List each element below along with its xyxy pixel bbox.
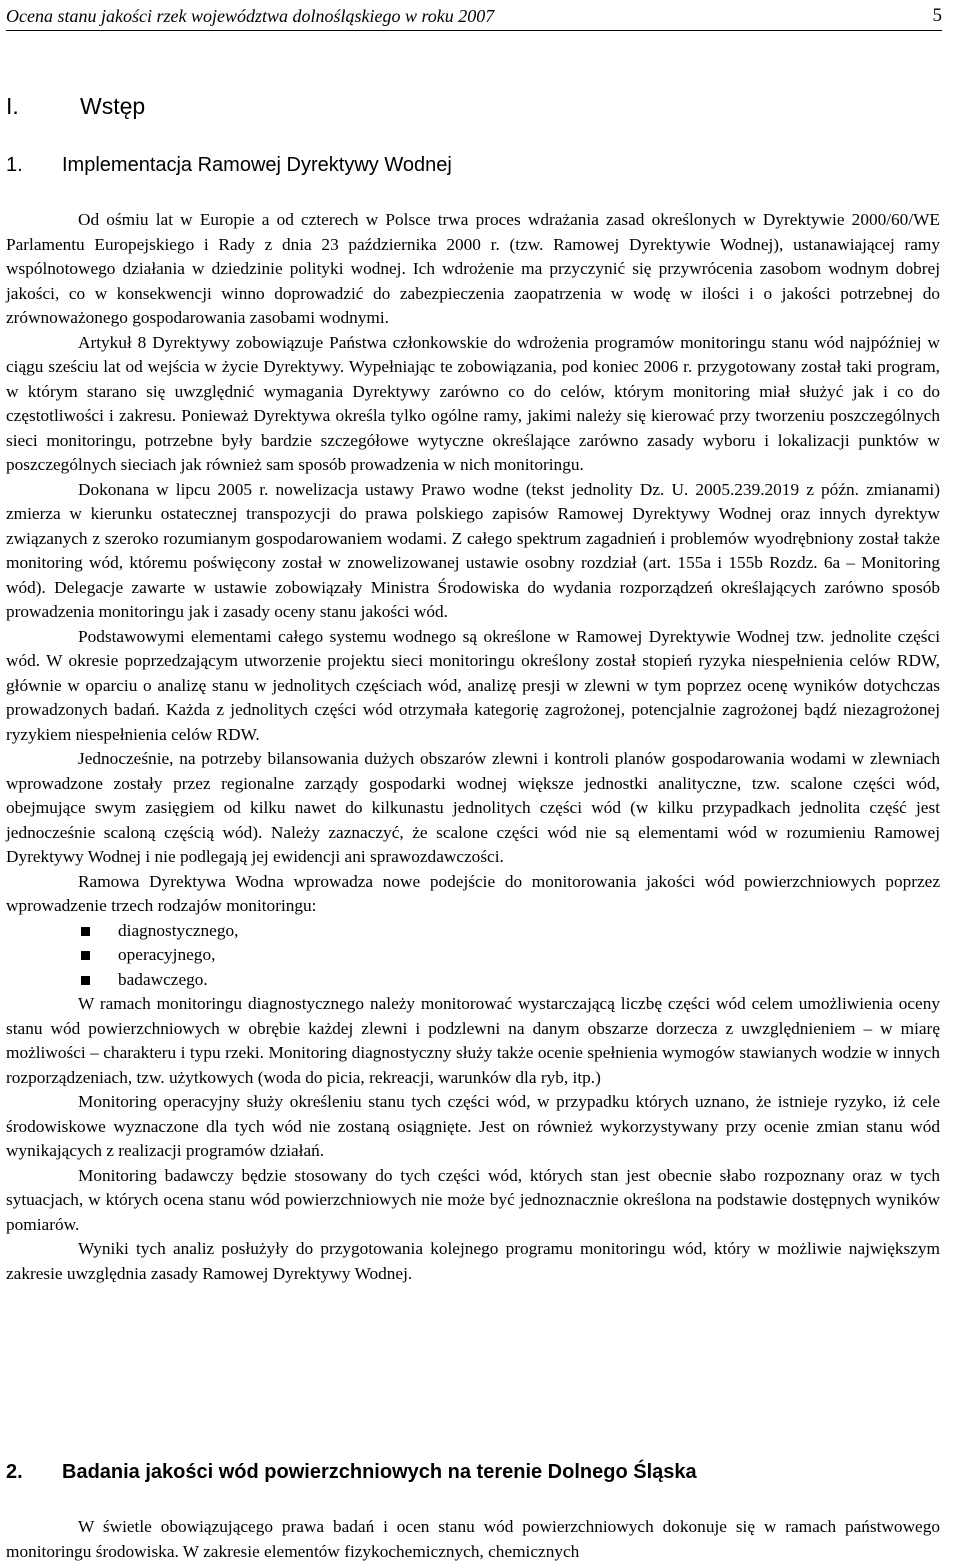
list-item	[6, 968, 940, 993]
section-title: Badania jakości wód powierzchniowych na terenie Dolnego Śląska	[62, 1461, 697, 1483]
paragraph: Ramowa Dyrektywa Wodna wprowadza nowe podejście do monitorowania jakości wód powierzchniowych poprzez wprowadzenie trzech rodzajów monitoringu:	[6, 871, 940, 915]
square-bullet-icon	[81, 951, 90, 960]
paragraph: Podstawowymi elementami całego systemu wodnego są określone w Ramowej Dyrektywie Wodnej tzw. jednolite części wód. W okresie poprzedzającym utworzenie projektu sieci monitoringu określony został stopień ryzyka niespełnienia celów RDW, głównie w oparciu o analizę stanu w jednolitych częściach wód, analizę presji w zlewni w tym poprzez ocenę wyników dotychczas prowadzonych badań. Każda z jednolitych części wód otrzymała kategorię zagrożonej, potencjalnie zagrożonej bądź niezagrożonej ryzykiem niespełnienia celów RDW.	[6, 626, 940, 744]
paragraph: Artykuł 8 Dyrektywy zobowiązuje Państwa członkowskie do wdrożenia programów monitoringu stanu wód najpóźniej w ciągu sześciu lat od wejścia w życie Dyrektywy. Wypełniając te zobowiązania, pod koniec 2006 r. przygotowany został taki program, w którym starano się uwzględnić wymagania Dyrektywy zarówno co do celów, którym monitoring miał służyć jak i co do częstotliwości i zakresu. Ponieważ Dyrektywa określa tylko ogólne ramy, jakimi należy się kierować przy tworzeniu poszczególnych sieci monitoringu, potrzebne były bardzie szczegółowe wytyczne określające zarówno zasady wyboru i lokalizacji punktów w poszczególnych sieciach jak również sam sposób prowadzenia w nich monitoringu.	[6, 332, 940, 474]
square-bullet-icon	[81, 976, 90, 985]
header-title: Ocena stanu jakości rzek województwa dolnośląskiego w roku 2007	[6, 6, 495, 26]
list-item-text: diagnostycznego,	[118, 920, 239, 940]
list-item-text: operacyjnego,	[118, 945, 216, 964]
paragraph: Dokonana w lipcu 2005 r. nowelizacja ustawy Prawo wodne (tekst jednolity Dz. U. 2005.239.2019 z późn. zmianami) zmierza w kierunku ostatecznej transpozycji do prawa polskiego zapisów Ramowej Dyrektywy Wodnej oraz innych dyrektyw związanych z szeroko rozumianym gospodarowaniem wodami. Z całego spektrum zagadnień i problemów wyodrębniony został także monitoring wód, któremu poświęcony został w znowelizowanej ustawie osobny rozdział (art. 155a i 155b Rozdz. 6a – Monitoring wód). Delegacje zawarte w ustawie zobowiązały Ministra Środowiska do wydania rozporządzeń określających zarówno sposób prowadzenia monitoringu jak i zasady oceny stanu jakości wód.	[6, 479, 940, 621]
chapter-number: I.	[6, 93, 19, 119]
running-header	[6, 3, 942, 29]
paragraph: W świetle obowiązującego prawa badań i ocen stanu wód powierzchniowych dokonuje się w ramach państwowego monitoringu środowiska. W zakresie elementów fizykochemicznych, chemicznych	[6, 1517, 940, 1561]
section-number: 1.	[6, 154, 23, 176]
header-rule	[6, 30, 942, 31]
section-1-body	[6, 208, 940, 1286]
square-bullet-icon	[81, 927, 90, 936]
paragraph: W ramach monitoringu diagnostycznego należy monitorować wystarczającą liczbę części wód celem umożliwienia oceny stanu wód powierzchniowych w obrębie każdej zlewni i podzlewni na danym obszarze dorzecza z uwzględnieniem – w miarę możliwości – charakteru i typu rzeki. Monitoring diagnostyczny służy także ocenie spełnienia wymogów stawianych wodzie w innych rozporządzeniach, tzw. użytkowych (woda do picia, rekreacji, warunków dla ryb, itp.)	[6, 994, 940, 1087]
chapter-title: Wstęp	[80, 93, 146, 119]
list-item	[6, 919, 940, 944]
paragraph: Wyniki tych analiz posłużyły do przygotowania kolejnego programu monitoringu wód, który w możliwie największym zakresie uwzględnia zasady Ramowej Dyrektywy Wodnej.	[6, 1239, 940, 1283]
section-title: Implementacja Ramowej Dyrektywy Wodnej	[62, 154, 452, 176]
section-number: 2.	[6, 1461, 23, 1483]
list-item	[6, 943, 940, 968]
section-2-body	[6, 1515, 940, 1564]
list-item-text: badawczego.	[118, 969, 208, 989]
paragraph: Jednocześnie, na potrzeby bilansowania dużych obszarów zlewni i kontroli planów gospodarowania wodami w zlewniach wprowadzone zostały przez regionalne zarządy gospodarki wodnej większe jednostki analityczne, tzw. scalone części wód, obejmujące swym zasięgiem od kilku nawet do kilkunastu jednolitych części wód (w kilku przypadkach jednolita część jest jednocześnie scaloną częścią wód). Należy zaznaczyć, że scalone części wód nie są elementami wód w rozumieniu Ramowej Dyrektywy Wodnej i nie podlegają jej ewidencji ani sprawozdawczości.	[6, 749, 940, 866]
page-number: 5	[932, 5, 942, 26]
paragraph: Monitoring badawczy będzie stosowany do tych części wód, których stan jest obecnie słabo rozpoznany oraz w tych sytuacjach, w których ocena stanu wód powierzchniowych nie może być jednoznacznie określona na podstawie dostępnych wyników pomiarów.	[6, 1165, 940, 1234]
paragraph: Od ośmiu lat w Europie a od czterech w Polsce trwa proces wdrażania zasad określonych w Dyrektywie 2000/60/WE Parlamentu Europejskiego i Rady z dnia 23 października 2000 r. (tzw. Ramowej Dyrektywie Wodnej), ustanawiającej ramy wspólnotowego działania w dziedzinie polityki wodnej. Ich wdrożenie ma przyczynić się przywrócenia zasobom wodnym dobrej jakości, co w konsekwencji winno doprowadzić do zabezpieczenia zaopatrzenia w wodę w ilości i o jakości potrzebnej do zrównoważonego gospodarowania zasobami wodnymi.	[6, 210, 940, 327]
paragraph: Monitoring operacyjny służy określeniu stanu tych części wód, w przypadku których uznano, że istnieje ryzyko, iż cele środowiskowe wyznaczone dla tych wód nie zostaną osiągnięte. Jest on również wykorzystywany przy ocenie zmian stanu wód wynikających z realizacji programów działań.	[6, 1092, 940, 1160]
monitoring-types-list	[6, 919, 940, 993]
